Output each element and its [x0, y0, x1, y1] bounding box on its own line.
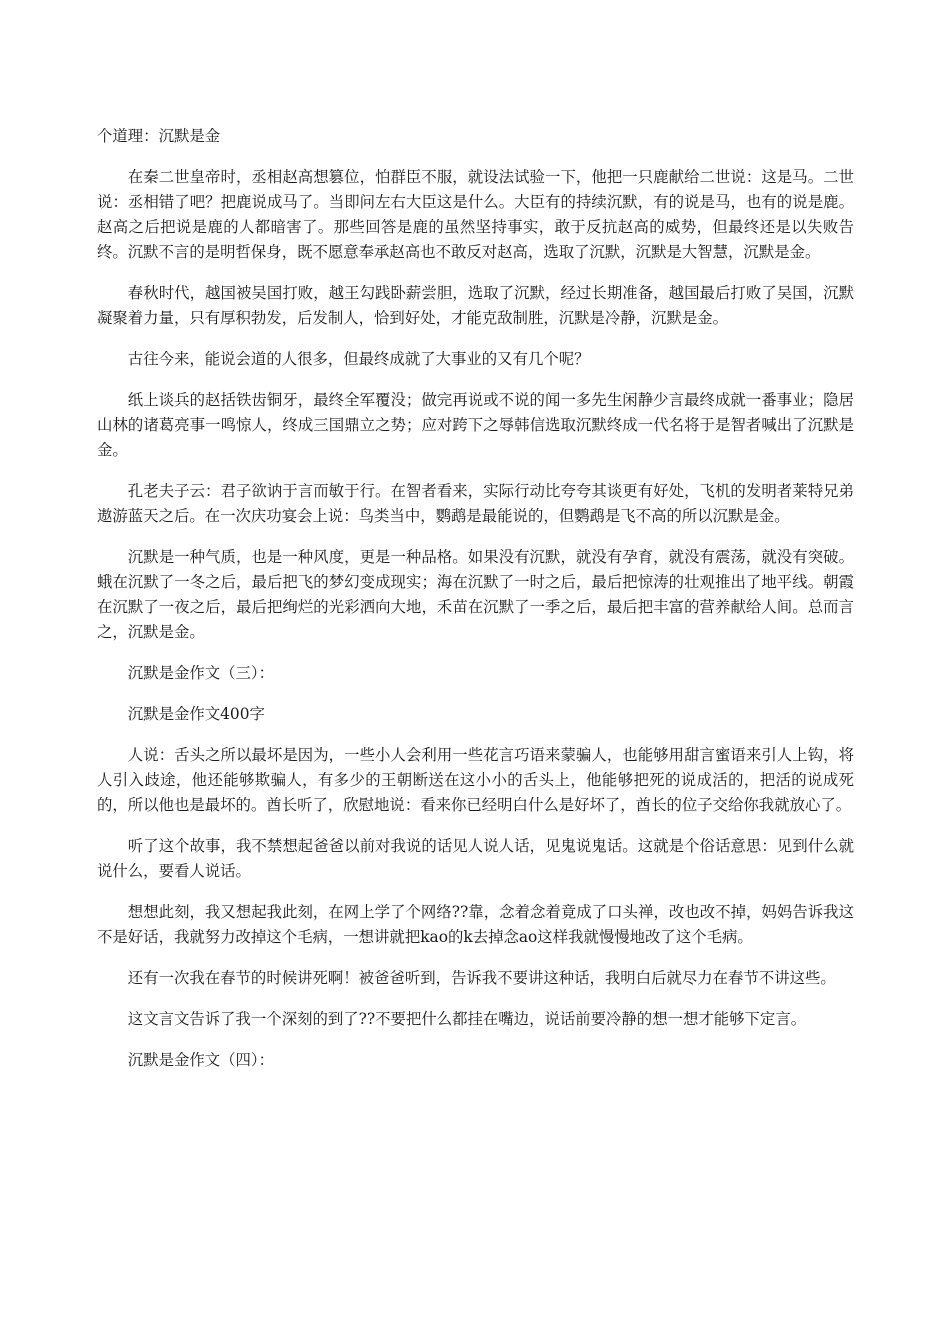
- paragraph-tongue-story: 人说：舌头之所以最坏是因为，一些小人会利用一些花言巧语来蒙骗人，也能够用甜言蜜语来引人上钩，将人引入歧途，他还能够欺骗人，有多少的王朝断送在这小小的舌头上，他能够把死的说成活的，把活的说成死的，所以他也是最坏的。酋长听了，欣慰地说：看来你已经明白什么是好坏了，酋长的位子交给你我就放心了。: [97, 746, 854, 814]
- paragraph-spring-festival: 还有一次我在春节的时候讲死啊！被爸爸听到，告诉我不要讲这种话，我明白后就尽力在春节不讲这些。: [127, 969, 836, 987]
- paragraph-father-saying: 听了这个故事，我不禁想起爸爸以前对我说的话见人说人话，见鬼说鬼话。这就是个俗话意思：见到什么就说什么，要看人说话。: [97, 837, 854, 880]
- section-heading-four: 沉默是金作文（四）：: [127, 1051, 275, 1069]
- section-heading-three: 沉默是金作文（三）：: [127, 664, 275, 682]
- paragraph-intro-line: 个道理：沉默是金: [97, 127, 221, 145]
- paragraph-internet-slang: 想想此刻，我又想起我此刻，在网上学了个网络??靠，念着念着竟成了口头禅，改也改不掉，妈妈告诉我这不是好话，我就努力改掉这个毛病，一想讲就把kao的k去掉念ao这样我就慢慢地改了这个毛病。: [97, 903, 854, 946]
- paragraph-zhao-gao: 在秦二世皇帝时，丞相赵高想篡位，怕群臣不服，就设法试验一下，他把一只鹿献给二世说：这是马。二世说：丞相错了吧？把鹿说成马了。当即问左右大臣这是什么。大臣有的持续沉默，有的说是马，也有的说是鹿。赵高之后把说是鹿的人都暗害了。那些回答是鹿的虽然坚持事实，敢于反抗赵高的威势，但最终还是以失败告终。沉默不言的是明哲保身，既不愿意奉承赵高也不敢反对赵高，选取了沉默，沉默是大智慧，沉默是金。: [97, 168, 854, 261]
- paragraph-goujian: 春秋时代，越国被吴国打败，越王勾践卧薪尝胆，选取了沉默，经过长期准备，越国最后打败了吴国，沉默凝聚着力量，只有厚积勃发，后发制人，恰到好处，才能克敌制胜，沉默是冷静，沉默是金。: [97, 284, 854, 327]
- section-subtitle-400: 沉默是金作文400字: [127, 705, 265, 723]
- paragraph-confucius: 孔老夫子云：君子欲讷于言而敏于行。在智者看来，实际行动比夸夸其谈更有好处，飞机的发明者莱特兄弟遨游蓝天之后。在一次庆功宴会上说：鸟类当中，鹦鹉是最能说的，但鹦鹉是飞不高的所以沉默是金。: [97, 482, 854, 525]
- paragraph-lesson: 这文言文告诉了我一个深刻的到了??不要把什么都挂在嘴边，说话前要冷静的想一想才能够下定言。: [127, 1010, 807, 1028]
- paragraph-question: 古往今来，能说会道的人很多，但最终成就了大事业的又有几个呢？: [127, 350, 590, 368]
- paragraph-examples: 纸上谈兵的赵括铁齿铜牙，最终全军覆没；做完再说或不说的闻一多先生闲静少言最终成就一番事业；隐居山林的诸葛亮事一鸣惊人，终成三国鼎立之势；应对跨下之辱韩信选取沉默终成一代名将于是智者喊出了沉默是金。: [97, 391, 854, 459]
- paragraph-silence-quality: 沉默是一种气质，也是一种风度，更是一种品格。如果没有沉默，就没有孕育，就没有震荡，就没有突破。蛾在沉默了一冬之后，最后把飞的梦幻变成现实；海在沉默了一时之后，最后把惊涛的壮观推出了地平线。朝霞在沉默了一夜之后，最后把绚烂的光彩洒向大地，禾苗在沉默了一季之后，最后把丰富的营养献给人间。总而言之，沉默是金。: [97, 548, 854, 641]
